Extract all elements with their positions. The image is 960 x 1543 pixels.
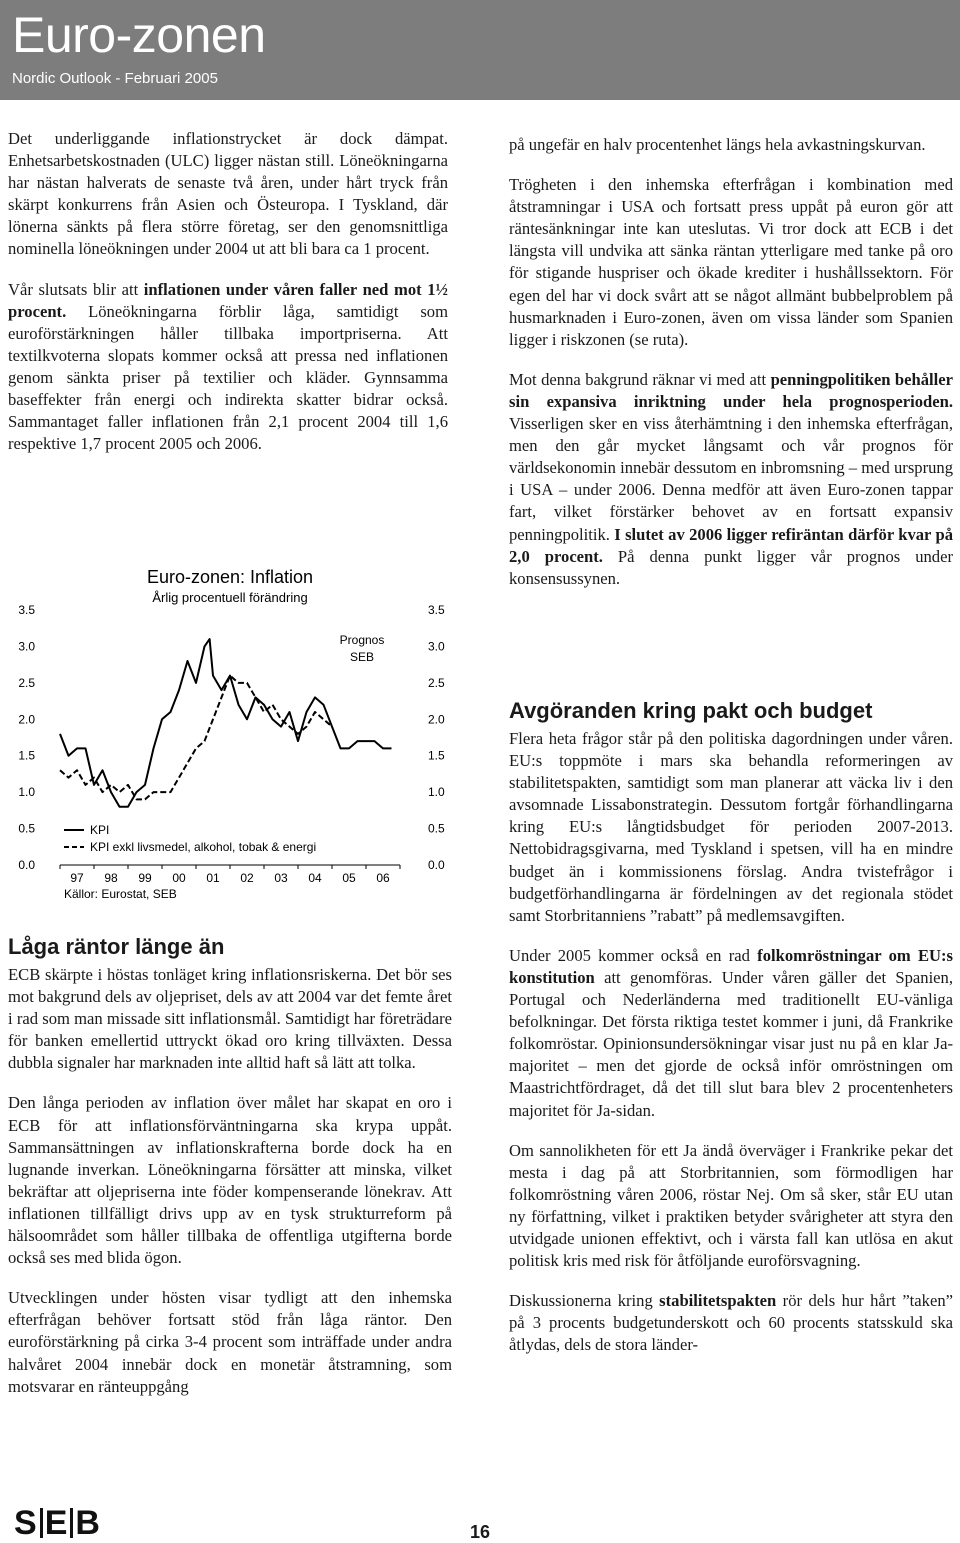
x-tick-label: 01 bbox=[206, 871, 220, 885]
paragraph bbox=[8, 279, 448, 456]
text-run: rör dels hur hårt ”taken” på 3 procents budgetunderskott och 60 procents statsskuld ska åtlydas, dels de stora länder- bbox=[509, 1291, 953, 1355]
bold-text: folkomröstningar om EU:s konstitution bbox=[509, 945, 954, 987]
paragraph: Flera heta frågor står på den politiska dagordningen under våren. EU:s toppmöte i mars ska behandla reformeringen av stabilitetspakten, samtidigt som man planerar att väcka liv i den avsomnade Lissabonstrategin. Dessutom fortgår förhandlingarna kring EU:s långtidsbudget för perioden 2007-2013. Nettobidragsgivarna, med Tyskland i spetsen, vill ha en mindre budget än i kommissionens förslag. Andra tvistefrågor i budgetförhandlingarna är fördelningen av det regionala stödet samt Storbritanniens ”rabatt” på medlemsavgiften. bbox=[509, 729, 953, 925]
paragraph: ECB skärpte i höstas tonläget kring inflationsriskerna. Det bör ses mot bakgrund dels av oljepriset, dels av att 2004 var det femte året i rad som man missade sitt inflationsmål. Samtidigt har företrädare för banken emellertid uttryckt ökad oro kring tillväxten. Dessa dubbla signaler har marknaden inte alltid haft så lätt att tolka. bbox=[8, 965, 452, 1073]
y-tick-label-right: 2.0 bbox=[428, 712, 445, 727]
paragraph: Utvecklingen under hösten visar tydligt att den inhemska efterfrågan behöver fortsatt stöd från låga räntor. Den euroförstärkning på cirka 3-4 procent som inträffade under andra halvåret 2004 innebär dock en monetär åtstramning, som motsvarar en ränteuppgång bbox=[8, 1288, 452, 1396]
paragraph bbox=[509, 945, 953, 1122]
chart-series bbox=[60, 639, 392, 807]
seb-logo bbox=[14, 1504, 101, 1543]
paragraph: Den långa perioden av inflation över målet har skapat en oro i ECB för att inflationsförväntningarna ska krypa uppåt. Sammansättningen av inflationskrafterna borde dock ha en lugnande inverkan. Löneökningarna försätter att minska, vilket bekräftar att oljepriserna inte föder kompenserande lönekrav. Att inflationen tillfälligt drivs upp av en tysk strukturreform på hälsoområdet som håller tillbaka de offentliga utgifterna borde också ses med blida ögon. bbox=[8, 1093, 452, 1268]
y-tick-label-right: 1.0 bbox=[428, 785, 445, 800]
section-heading: Avgöranden kring pakt och budget bbox=[509, 698, 873, 723]
paragraph: Det underliggande inflationstrycket är dock dämpat. Enhetsarbetskostnaden (ULC) ligger nästan still. Löneökningarna har nästan halverats de senaste två åren, under hårt tryck från skärpt konkurrens från Asien och Östeuropa. I Tyskland, där lönerna sänkts på flera större företag, ser den genomsnittliga nominella löneökningen under 2004 ut att bli bara ca 1 procent. bbox=[8, 129, 448, 259]
x-tick-label: 03 bbox=[274, 871, 288, 885]
series-line-kpi bbox=[60, 639, 392, 807]
x-tick-label: 02 bbox=[240, 871, 254, 885]
right-column-top bbox=[509, 134, 953, 608]
y-tick-label-right: 0.5 bbox=[428, 821, 445, 836]
legend-label-kpi: KPI bbox=[90, 823, 110, 837]
y-tick-label-left: 1.0 bbox=[18, 785, 35, 800]
chart-source: Källor: Eurostat, SEB bbox=[64, 887, 177, 901]
page-number: 16 bbox=[470, 1522, 491, 1542]
x-tick-label: 05 bbox=[342, 871, 356, 885]
text-run: Vår slutsats blir att bbox=[8, 279, 144, 299]
chart-legend bbox=[64, 823, 316, 854]
right-column-bottom bbox=[509, 698, 953, 1374]
paragraph bbox=[509, 1290, 953, 1356]
x-tick-label: 99 bbox=[138, 871, 152, 885]
y-tick-label-left: 2.5 bbox=[18, 675, 35, 690]
page-header bbox=[0, 0, 960, 100]
page-title: Euro-zonen bbox=[12, 7, 266, 63]
logo-letter: B bbox=[75, 1504, 101, 1542]
bold-text: I slutet av 2006 ligger refiräntan därför kvar på 2,0 procent. bbox=[509, 524, 953, 566]
left-column-top bbox=[8, 128, 448, 473]
paragraph: Om sannolikheten för ett Ja ändå överväger i Frankrike pekar det mesta i dag på att Storbritannien, som förmodligen har folkomröstning våren 2006, röstar Nej. Om så sker, står EU utan ny författning, vilket i praktiken betyder svårigheter att styra den utvidgade unionen effektivt, och i värsta fall kan utlösa en akut politisk kris med risk för åtföljande euroförsvagning. bbox=[509, 1140, 953, 1271]
bold-text: penningpolitiken behåller sin expansiva inriktning under hela prognosperioden. bbox=[509, 369, 953, 411]
text-run: Diskussionerna kring bbox=[509, 1291, 660, 1311]
logo-letter: E bbox=[44, 1504, 69, 1542]
chart-subtitle: Årlig procentuell förändring bbox=[152, 590, 308, 605]
paragraph: Trögheten i den inhemska efterfrågan i kombination med åtstramningar i USA och fortsatt press uppåt på euron gör att räntesänkningar inte kan uteslutas. Vi tror dock att ECB i det längsta vill undvika att sänka räntan ytterligare med tanke på oro för stigande huspriser och ökade krediter i hushållssektorn. För egen del har vi dock svårt att se något allmänt bubbelproblem på husmarknaden i Euro-zonen, även om vissa länder som Spanien ligger i riskzonen (se ruta). bbox=[509, 175, 953, 349]
y-tick-label-left: 3.5 bbox=[18, 603, 35, 617]
publication-subtitle: Nordic Outlook - Februari 2005 bbox=[12, 70, 218, 87]
inflation-chart bbox=[20, 560, 450, 910]
y-tick-label-right: 3.0 bbox=[428, 639, 445, 654]
y-tick-label-right: 3.5 bbox=[428, 603, 445, 617]
logo-divider bbox=[70, 1508, 73, 1538]
y-tick-label-left: 0.0 bbox=[18, 858, 35, 872]
left-column-bottom bbox=[8, 934, 452, 1416]
bold-text: inflationen under våren faller ned mot 1½ procent. bbox=[8, 279, 448, 321]
text-run: att genomföras. Under våren gäller det Spanien, Portugal och Nederländerna med traditionellt EU-vänliga befolkningar. Det första riktiga testet kommer i juni, då Frankrike folkomröstar. Opinionsundersökningar visar just nu på en klar Ja-majoritet – men det gjorde de också inför omröstningen om Maastrichtfördraget, då det till slut bara blev 2 procentenheters majoritet för Ja-sidan. bbox=[509, 967, 953, 1120]
text-run: På denna punkt ligger vår prognos under konsensussynen. bbox=[509, 546, 953, 588]
y-tick-label-right: 0.0 bbox=[428, 858, 445, 872]
chart-svg bbox=[20, 560, 450, 910]
x-tick-label: 06 bbox=[376, 871, 390, 885]
text-run: Visserligen sker en viss återhämtning i den inhemska efterfrågan, men den går mycket långsamt och vår prognos för världsekonomin innebär dessutom en inbromsning – med ursprung i USA – under 2006. Denna medför att även Euro-zonen tappar fart, vilket förstärker behovet av en fortsatt expansiv penningpolitik. bbox=[509, 414, 953, 544]
x-tick-label: 04 bbox=[308, 871, 322, 885]
y-tick-label-left: 1.5 bbox=[18, 748, 35, 763]
paragraph: på ungefär en halv procentenhet längs hela avkastningskurvan. bbox=[509, 135, 926, 154]
x-tick-label: 98 bbox=[104, 871, 118, 885]
y-tick-label-left: 3.0 bbox=[18, 639, 35, 654]
y-tick-label-left: 0.5 bbox=[18, 821, 35, 836]
section-heading: Låga räntor länge än bbox=[8, 934, 225, 959]
paragraph bbox=[509, 369, 953, 590]
y-tick-label-right: 2.5 bbox=[428, 675, 445, 690]
y-tick-label-right: 1.5 bbox=[428, 748, 445, 763]
logo-divider bbox=[40, 1508, 43, 1538]
forecast-label: SEB bbox=[349, 650, 375, 664]
text-run: Mot denna bakgrund räknar vi med att bbox=[509, 369, 771, 389]
x-tick-label: 00 bbox=[172, 871, 186, 885]
chart-title: Euro-zonen: Inflation bbox=[146, 567, 314, 587]
series-line-core bbox=[60, 676, 332, 800]
text-run: Löneökningarna förblir låga, samtidigt som euroförstärkningen håller tillbaka importpriserna. Att textilkvoterna slopats kommer också att pressa ned inflationen genom sänkta priser på textilier och kläder. Gynnsamma baseffekter från energi och indirekta skatter bidrar också. Sammantaget faller inflationen från 2,1 procent 2004 till 1,6 respektive 1,7 procent 2005 och 2006. bbox=[8, 301, 448, 454]
x-tick-label: 97 bbox=[70, 871, 84, 885]
legend-label-core: KPI exkl livsmedel, alkohol, tobak & energi bbox=[90, 840, 317, 854]
text-run: Under 2005 kommer också en rad bbox=[509, 945, 758, 965]
forecast-label: Prognos bbox=[339, 633, 385, 647]
bold-text: stabilitetspakten bbox=[659, 1291, 777, 1311]
logo-letter: S bbox=[14, 1504, 38, 1542]
y-tick-label-left: 2.0 bbox=[18, 712, 35, 727]
